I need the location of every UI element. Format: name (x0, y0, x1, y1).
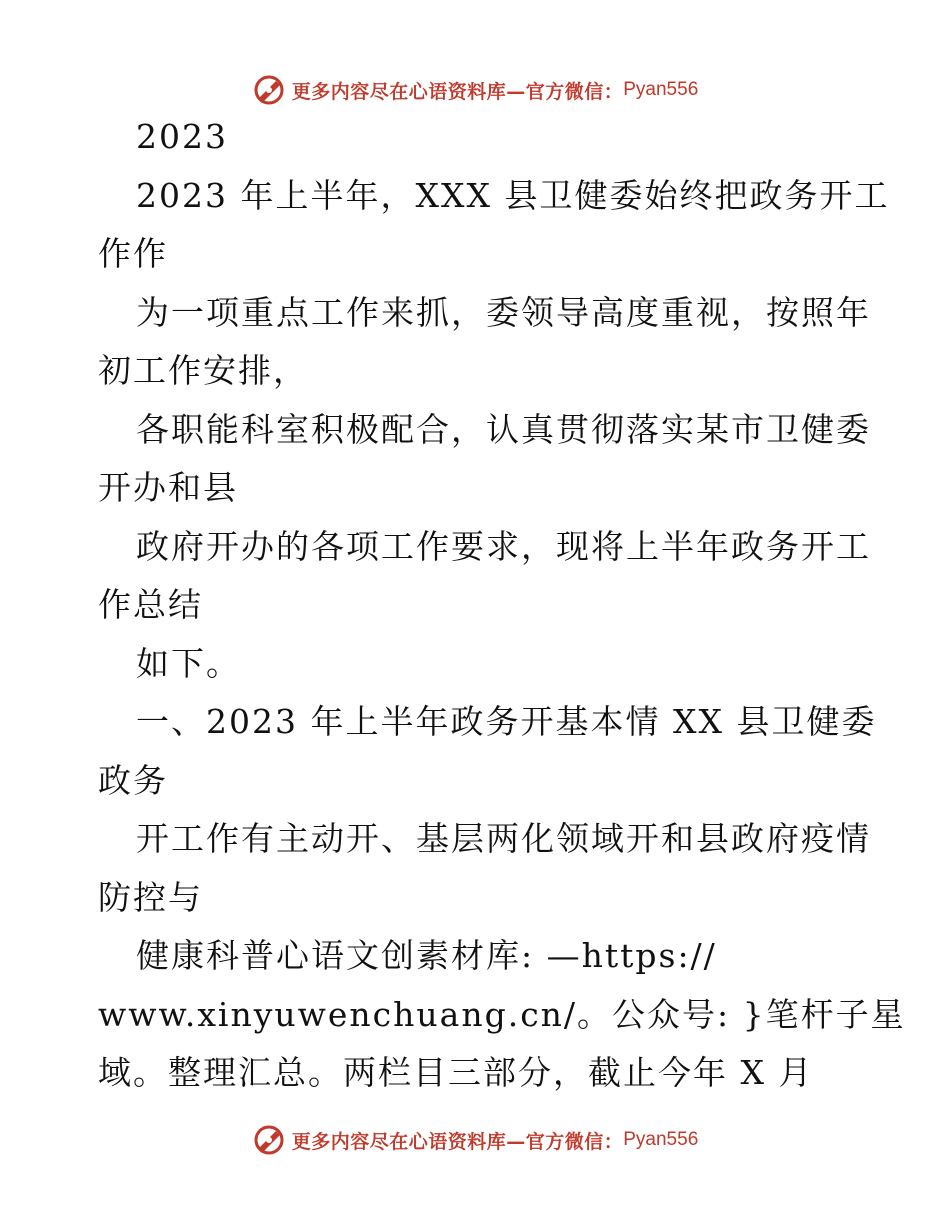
footer-watermark-banner (0, 1120, 950, 1160)
text-line: 健康科普心语文创素材库: —https:// (136, 936, 717, 975)
text-line: 如下。 (136, 643, 241, 683)
text-line: 一、2023 年上半年政务开基本情 XX 县卫健委 (136, 702, 877, 741)
text-line: 初工作安排， (98, 351, 308, 390)
text-line: 各职能科室积极配合，认真贯彻落实某市卫健委 (136, 409, 871, 449)
banner-wechat-id: Pyan556 (623, 1129, 699, 1150)
text-line: 域。整理汇总。两栏目三部分，截止今年 X 月 (98, 1053, 814, 1092)
text-line: www.xinyuwenchuang.cn/。公众号: }笔杆子星 (98, 994, 906, 1034)
header-watermark-banner (0, 70, 950, 110)
text-line: 2023 年上半年，XXX 县卫健委始终把政务开工 (136, 175, 890, 215)
text-line: 开工作有主动开、基层两化领域开和县政府疫情 (136, 819, 871, 858)
text-line: 2023 (136, 117, 228, 156)
text-line: 作总结 (98, 585, 203, 624)
banner-text: 更多内容尽在心语资料库—官方微信： (291, 80, 624, 103)
text-line: 作作 (98, 234, 168, 273)
pen-logo-icon (252, 73, 286, 107)
pen-logo-icon (252, 1123, 286, 1157)
banner-text: 更多内容尽在心语资料库—官方微信： (291, 1130, 624, 1153)
banner-wechat-id: Pyan556 (623, 79, 699, 100)
text-line: 为一项重点工作来抓，委领导高度重视，按照年 (136, 292, 871, 332)
text-line: 防控与 (98, 877, 203, 917)
text-line: 开办和县 (98, 468, 238, 507)
text-line: 政务 (98, 760, 168, 800)
text-line: 政府开办的各项工作要求，现将上半年政务开工 (136, 526, 871, 566)
